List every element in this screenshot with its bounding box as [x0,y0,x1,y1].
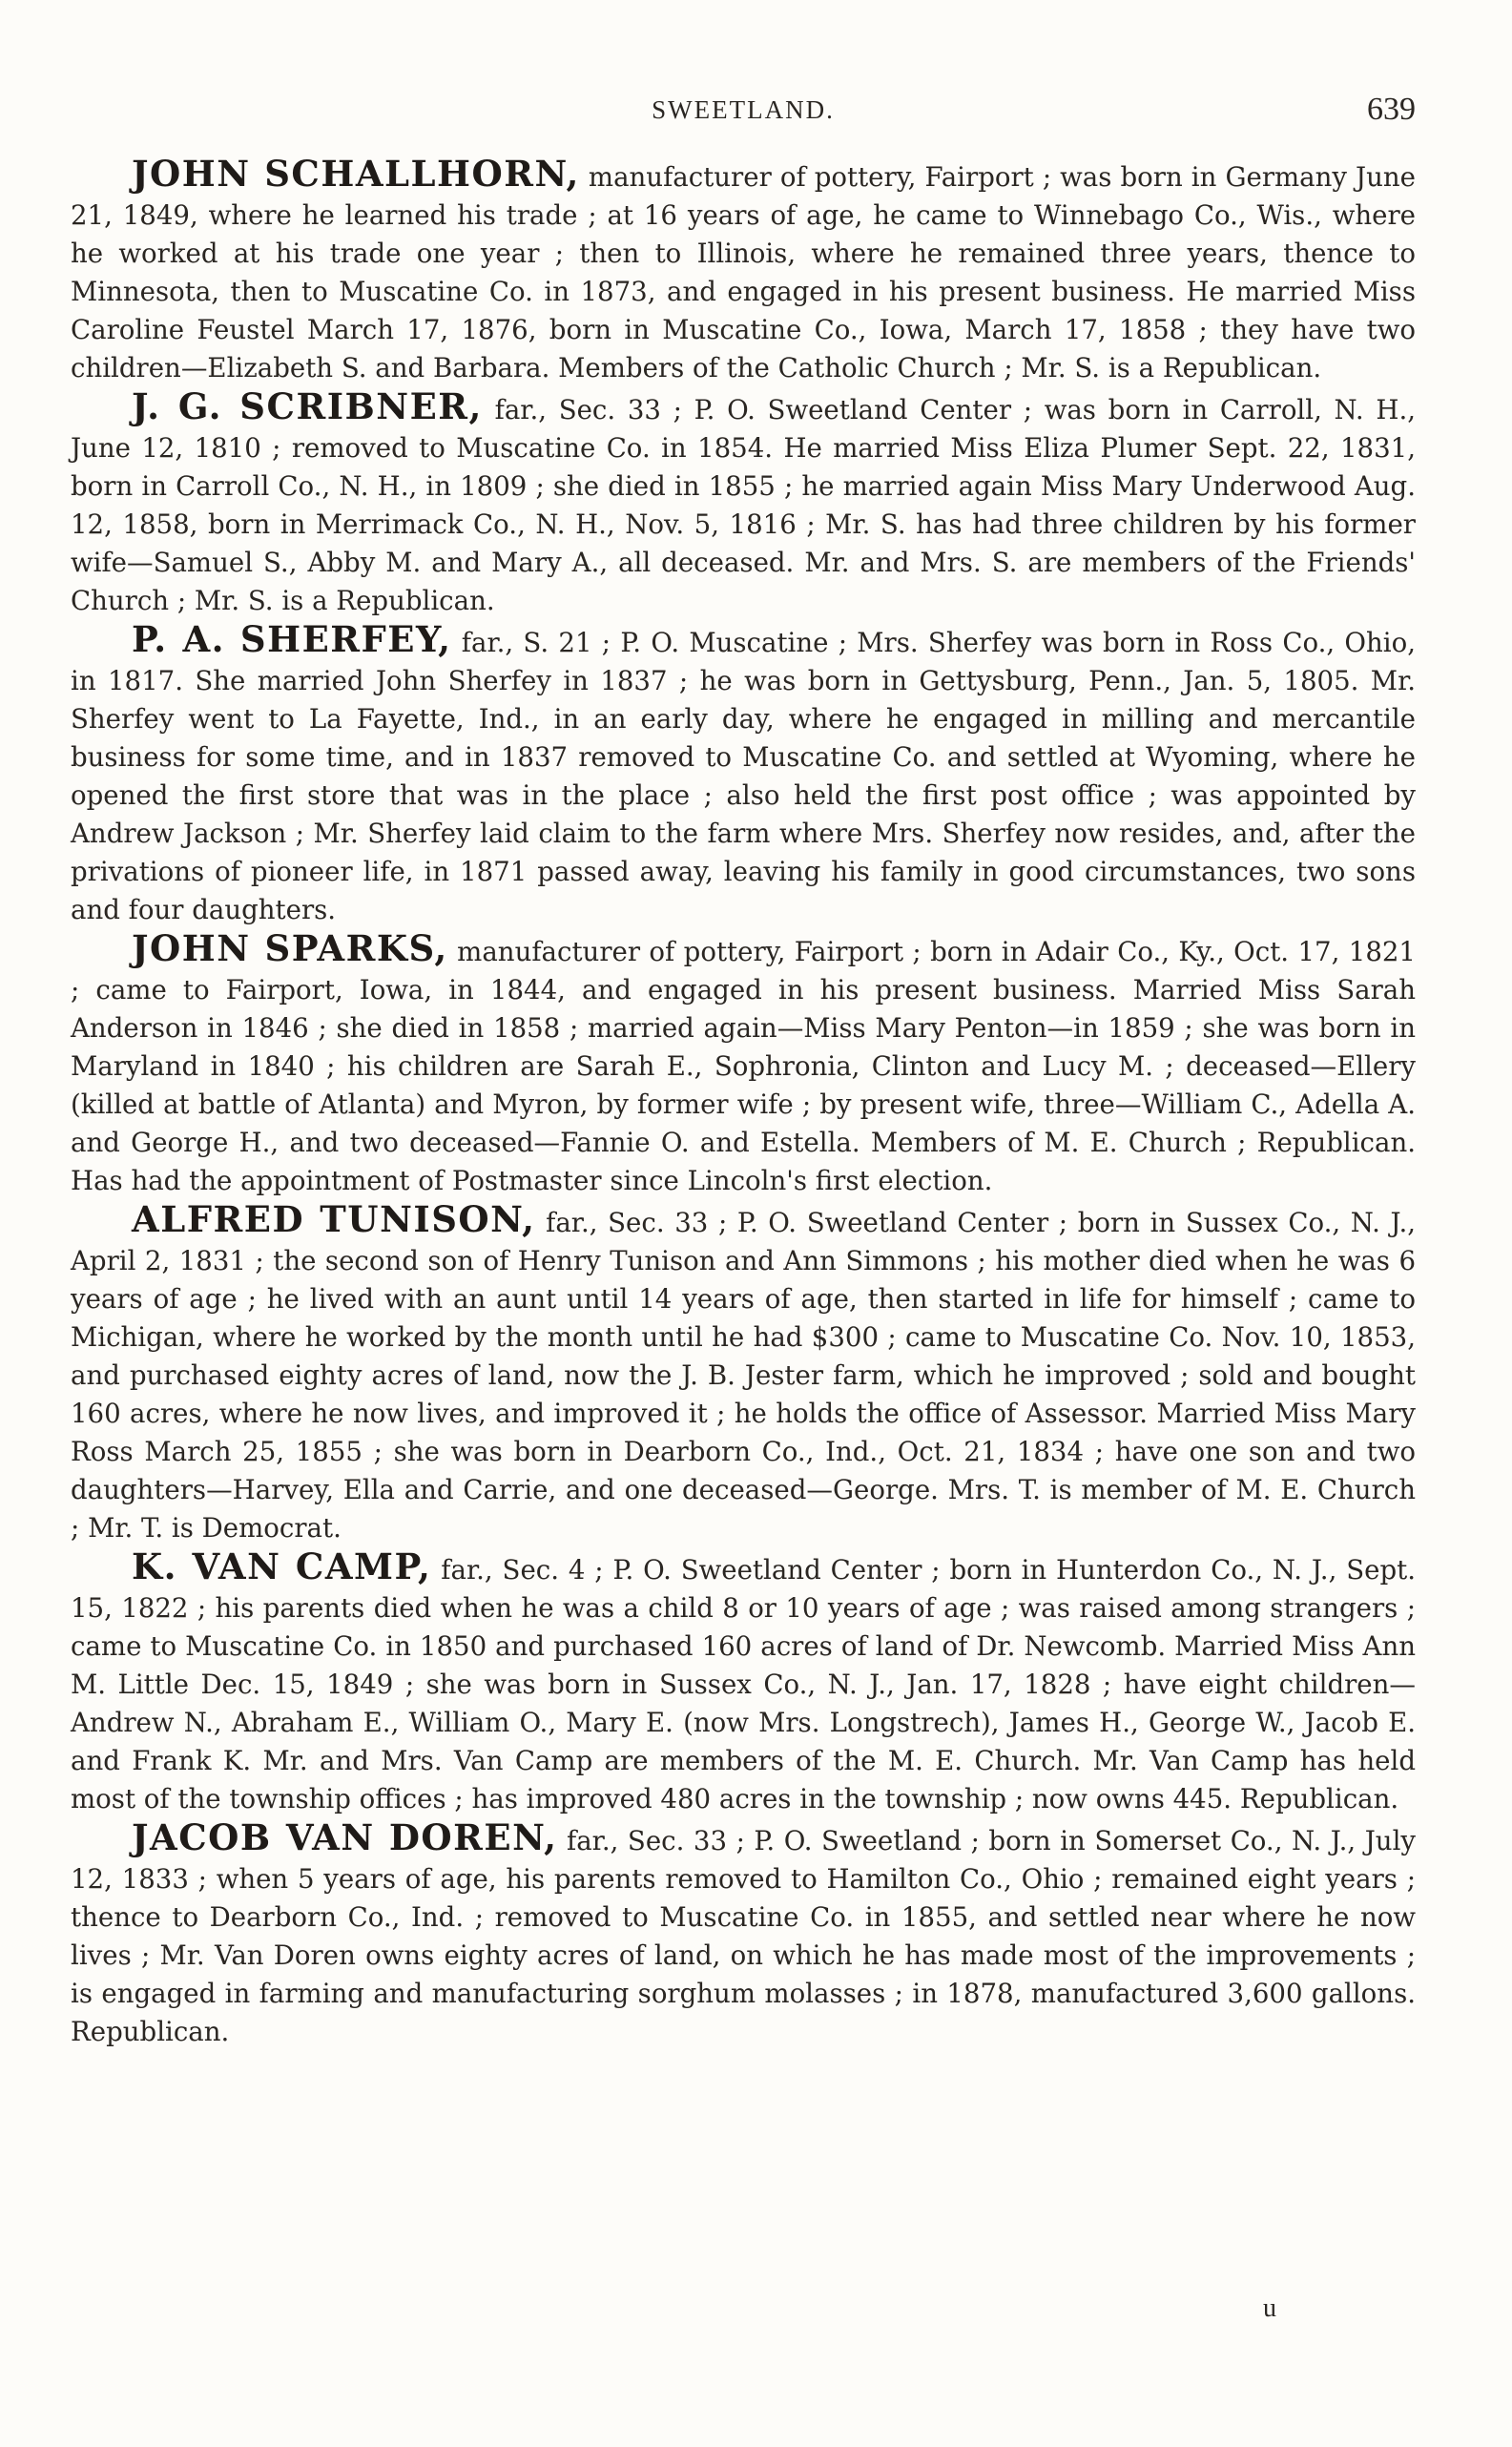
page-number: 639 [1367,92,1416,127]
entry-name: JOHN SPARKS, [132,927,448,969]
entry-name: P. A. SHERFEY, [132,618,452,660]
biography-entry [71,155,1416,387]
entry-name: JOHN SCHALLHORN, [132,153,580,195]
entry-text: far., Sec. 33 ; P. O. Sweetland ; born in Somerset Co., N. J., July 12, 1833 ; when 5 years of age, his parents removed to Hamilton Co., Ohio ; remained eight years ; thence to Dearborn Co., Ind. ; removed to Muscatine Co. in 1855, and settled near where he now lives ; Mr. Van Doren owns eighty acres of land, on which he has made most of the improvements ; is engaged in farming and manufacturing sorghum molasses ; in 1878, manufactured 3,600 gallons. Republican. [71,1825,1416,2047]
entry-text: manufacturer of pottery, Fairport ; was born in Germany June 21, 1849, where he learned his trade ; at 16 years of age, he came to Winnebago Co., Wis., where he worked at his trade one year ; then to Illinois, where he remained three years, thence to Minnesota, then to Muscatine Co. in 1873, and engaged in his present business. He married Miss Caroline Feustel March 17, 1876, born in Muscatine Co., Iowa, March 17, 1858 ; they have two children—Elizabeth S. and Barbara. Members of the Catholic Church ; Mr. S. is a Republican. [71,161,1416,384]
entry-name: ALFRED TUNISON, [132,1198,536,1240]
entry-name: JACOB VAN DOREN, [132,1816,558,1858]
entry-text: manufacturer of pottery, Fairport ; born in Adair Co., Ky., Oct. 17, 1821 ; came to Fairport, Iowa, in 1844, and engaged in his present business. Married Miss Sarah Anderson in 1846 ; she died in 1858 ; married again—Miss Mary Penton—in 1859 ; she was born in Maryland in 1840 ; his children are Sarah E., Sophronia, Clinton and Lucy M. ; deceased—Ellery (killed at battle of Atlanta) and Myron, by former wife ; by present wife, three—William C., Adella A. and George H., and two deceased—Fannie O. and Estella. Members of M. E. Church ; Republican. Has had the appointment of Postmaster since Lincoln's first election. [71,936,1416,1196]
running-head [71,92,1416,130]
entry-name: J. G. SCRIBNER, [132,385,483,427]
biography-entry [71,1200,1416,1547]
biography-entry [71,929,1416,1200]
biography-entry [71,1547,1416,1818]
entry-name: K. VAN CAMP, [132,1545,432,1587]
entry-text: far., Sec. 4 ; P. O. Sweetland Center ; born in Hunterdon Co., N. J., Sept. 15, 1822 ; his parents died when he was a child 8 or 10 years of age ; was raised among strangers ; came to Muscatine Co. in 1850 and purchased 160 acres of land of Dr. Newcomb. Married Miss Ann M. Little Dec. 15, 1849 ; she was born in Sussex Co., N. J., Jan. 17, 1828 ; have eight children—Andrew N., Abraham E., William O., Mary E. (now Mrs. Longstrech), James H., George W., Jacob E. and Frank K. Mr. and Mrs. Van Camp are members of the M. E. Church. Mr. Van Camp has held most of the township offices ; has improved 480 acres in the township ; now owns 445. Republican. [71,1554,1416,1815]
entry-text: far., Sec. 33 ; P. O. Sweetland Center ; born in Sussex Co., N. J., April 2, 1831 ; the second son of Henry Tunison and Ann Simmons ; his mother died when he was 6 years of age ; he lived with an aunt until 14 years of age, then started in life for himself ; came to Michigan, where he worked by the month until he had $300 ; came to Muscatine Co. Nov. 10, 1853, and purchased eighty acres of land, now the J. B. Jester farm, which he improved ; sold and bought 160 acres, where he now lives, and improved it ; he holds the office of Assessor. Married Miss Mary Ross March 25, 1855 ; she was born in Dearborn Co., Ind., Oct. 21, 1834 ; have one son and two daughters—Harvey, Ella and Carrie, and one deceased—George. Mrs. T. is member of M. E. Church ; Mr. T. is Democrat. [71,1207,1417,1544]
entry-text: far., Sec. 33 ; P. O. Sweetland Center ; was born in Carroll, N. H., June 12, 1810 ; removed to Muscatine Co. in 1854. He married Miss Eliza Plumer Sept. 22, 1831, born in Carroll Co., N. H., in 1809 ; she died in 1855 ; he married again Miss Mary Underwood Aug. 12, 1858, born in Merrimack Co., N. H., Nov. 5, 1816 ; Mr. S. has had three children by his former wife—Samuel S., Abby M. and Mary A., all deceased. Mr. and Mrs. S. are members of the Friends' Church ; Mr. S. is a Republican. [71,394,1416,616]
entry-text: far., S. 21 ; P. O. Muscatine ; Mrs. Sherfey was born in Ross Co., Ohio, in 1817. She married John Sherfey in 1837 ; he was born in Gettysburg, Penn., Jan. 5, 1805. Mr. Sherfey went to La Fayette, Ind., in an early day, where he engaged in milling and mercantile business for some time, and in 1837 removed to Muscatine Co. and settled at Wyoming, where he opened the first store that was in the place ; also held the first post office ; was appointed by Andrew Jackson ; Mr. Sherfey laid claim to the farm where Mrs. Sherfey now resides, and, after the privations of pioneer life, in 1871 passed away, leaving his family in good circumstances, two sons and four daughters. [71,627,1416,925]
signature-mark: u [1263,2293,1276,2323]
biography-list [71,155,1416,2051]
biography-entry [71,620,1416,929]
biography-entry [71,387,1416,620]
biography-entry [71,1818,1416,2051]
running-title: SWEETLAND. [652,95,835,124]
